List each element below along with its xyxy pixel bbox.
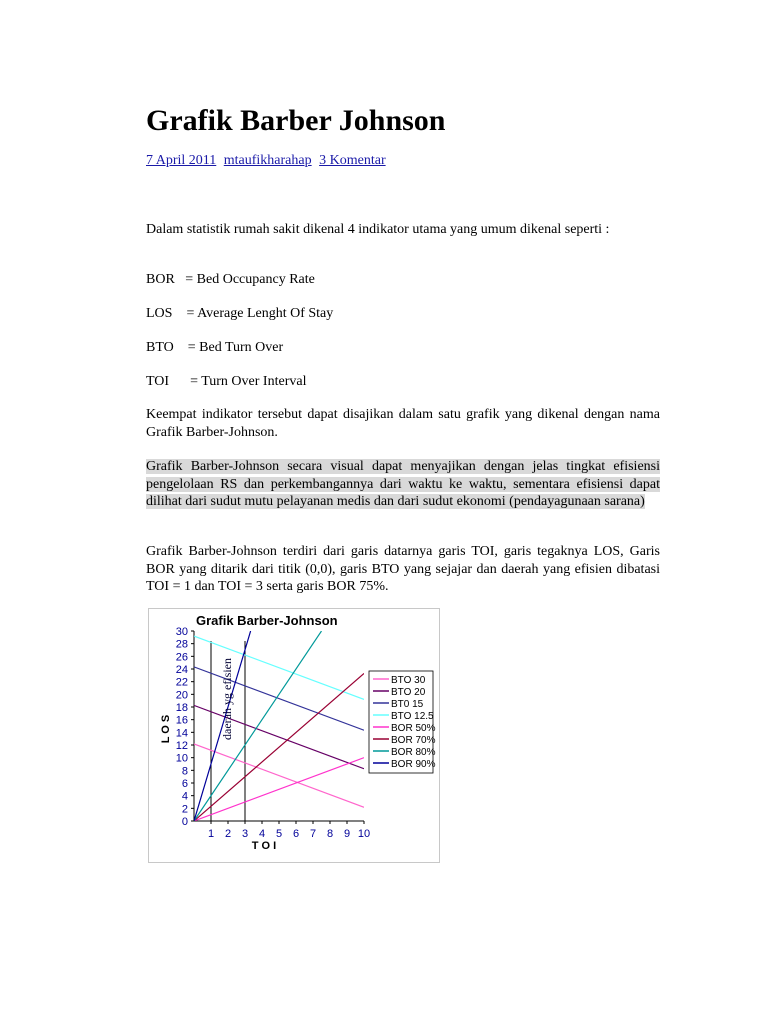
x-tick-label: 9 bbox=[343, 828, 351, 840]
definition-bor: BOR = Bed Occupancy Rate bbox=[146, 272, 315, 287]
series-line-bor-50- bbox=[194, 758, 364, 821]
y-axis-label: L O S bbox=[160, 714, 172, 744]
x-tick-label: 2 bbox=[224, 828, 232, 840]
legend-label: BT0 15 bbox=[391, 699, 424, 710]
legend-label: BTO 30 bbox=[391, 675, 426, 686]
x-tick-label: 5 bbox=[275, 828, 283, 840]
post-date-link[interactable]: 7 April 2011 bbox=[146, 153, 217, 168]
x-tick-label: 7 bbox=[309, 828, 317, 840]
x-axis-label: T O I bbox=[251, 840, 277, 852]
y-tick-label: 18 bbox=[175, 702, 188, 714]
y-tick-label: 30 bbox=[175, 626, 188, 638]
x-tick-label: 1 bbox=[207, 828, 215, 840]
legend-label: BTO 12.5 bbox=[391, 711, 434, 722]
highlighted-paragraph bbox=[146, 458, 660, 511]
y-tick-label: 26 bbox=[175, 651, 188, 664]
paragraph-components: Grafik Barber-Johnson terdiri dari garis datarnya garis TOI, garis tegaknya LOS, Garis BOR yang ditarik dari titik (0,0), garis BTO yang sejajar dan daerah yang efisien dibatasi TOI = 1 dan TOI = 3 serta garis BOR 75%. bbox=[146, 544, 660, 594]
legend-label: BOR 90% bbox=[391, 759, 436, 770]
legend-label: BOR 80% bbox=[391, 747, 436, 758]
y-tick-label: 20 bbox=[175, 689, 188, 702]
y-tick-label: 4 bbox=[181, 790, 188, 803]
y-tick-label: 2 bbox=[181, 803, 188, 816]
y-tick-label: 10 bbox=[175, 752, 188, 765]
y-tick-label: 6 bbox=[181, 778, 188, 790]
author-link[interactable]: mtaufikharahap bbox=[223, 153, 312, 168]
page-title: Grafik Barber Johnson bbox=[146, 104, 446, 137]
y-tick-label: 16 bbox=[175, 714, 188, 727]
y-tick-label: 28 bbox=[175, 638, 188, 651]
y-tick-label: 0 bbox=[181, 816, 188, 828]
legend-label: BTO 20 bbox=[391, 687, 426, 698]
chart-title: Grafik Barber-Johnson bbox=[196, 613, 338, 628]
barber-johnson-chart bbox=[149, 609, 439, 862]
series-line-bto-30 bbox=[194, 744, 364, 807]
post-meta bbox=[146, 153, 390, 169]
x-tick-label: 10 bbox=[357, 828, 371, 840]
y-tick-label: 12 bbox=[175, 740, 188, 752]
chart-figure bbox=[148, 608, 440, 863]
paragraph-summary: Keempat indikator tersebut dapat disajikan dalam satu grafik yang dikenal dengan nama Grafik Barber-Johnson. bbox=[146, 407, 660, 440]
legend-label: BOR 50% bbox=[391, 723, 436, 734]
x-tick-label: 6 bbox=[292, 828, 300, 840]
comments-link[interactable]: 3 Komentar bbox=[319, 153, 386, 168]
y-tick-label: 14 bbox=[175, 727, 188, 740]
definition-los: LOS = Average Lenght Of Stay bbox=[146, 306, 334, 321]
legend-label: BOR 70% bbox=[391, 735, 436, 746]
y-tick-label: 8 bbox=[181, 765, 188, 778]
intro-paragraph: Dalam statistik rumah sakit dikenal 4 indikator utama yang umum dikenal seperti : bbox=[146, 222, 610, 237]
x-tick-label: 3 bbox=[241, 828, 249, 840]
x-tick-label: 4 bbox=[258, 828, 266, 840]
highlighted-text: Grafik Barber-Johnson secara visual dapat menyajikan dengan jelas tingkat efisiensi pengelolaan RS dan perkembangannya dari waktu ke waktu, sementara efisiensi dapat dilihat dari sudut mutu pelayanan medis dan dari sudut ekonomi (pendayagunaan sarana) bbox=[146, 459, 660, 509]
definition-bto: BTO = Bed Turn Over bbox=[146, 340, 284, 355]
efficient-zone-annotation: daerah yg efisien bbox=[220, 658, 234, 740]
y-tick-label: 24 bbox=[175, 664, 188, 676]
y-tick-label: 22 bbox=[175, 676, 188, 689]
x-tick-label: 8 bbox=[326, 828, 334, 840]
definition-toi: TOI = Turn Over Interval bbox=[146, 374, 307, 389]
